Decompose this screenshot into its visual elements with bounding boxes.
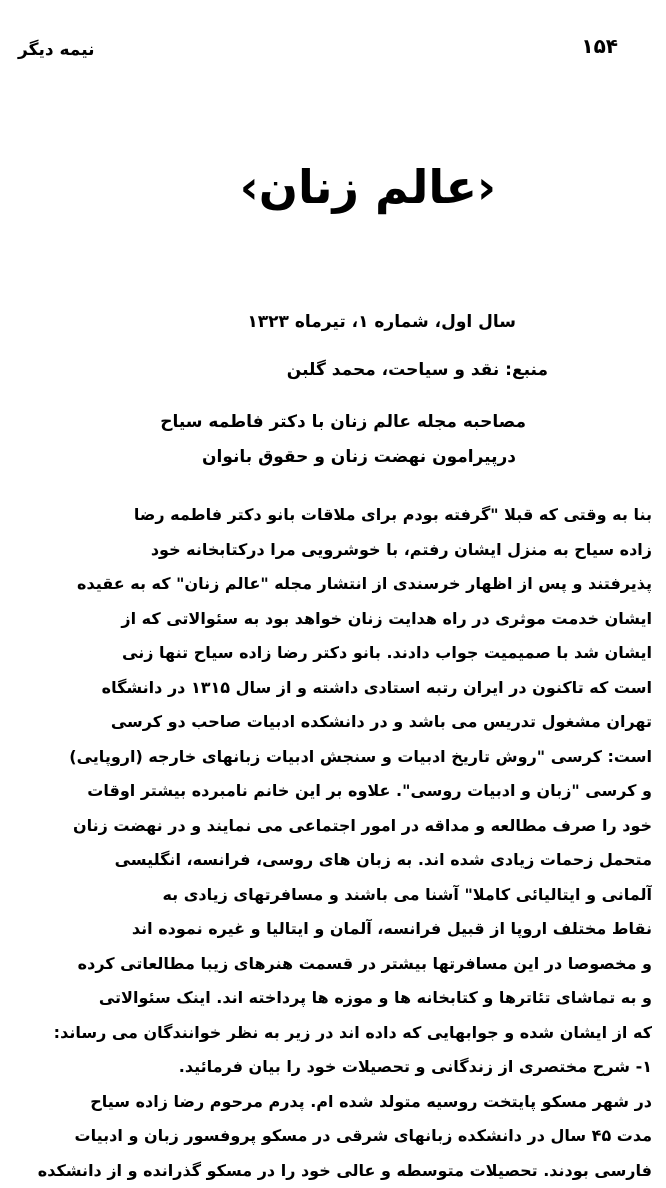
body-line: زاده سیاح به منزل ایشان رفتم، با خوشرویی مرا درکتابخانه خود <box>12 533 652 568</box>
body-line: و مخصوصا در این مسافرتها بیشتر در قسمت هنرهای زیبا مطالعاتی کرده <box>12 947 652 982</box>
body-line: ایشان شد با صمیمیت جواب دادند. بانو دکتر رضا زاده سیاح تنها زنی <box>12 636 652 671</box>
body-line: فارسی بودند. تحصیلات متوسطه و عالی خود را در مسکو گذرانده و از دانشکده <box>12 1154 652 1188</box>
page-number: ۱۵۴ <box>581 34 618 58</box>
article-body <box>12 498 652 1188</box>
body-line: در شهر مسکو پایتخت روسیه متولد شده ام. پدرم مرحوم رضا زاده سیاح <box>12 1085 652 1120</box>
body-line: آلمانی و ایتالیائی کاملا" آشنا می باشند و مسافرتهای زیادی به <box>12 878 652 913</box>
body-line: خود را صرف مطالعه و مداقه در امور اجتماعی می نمایند و در نهضت زنان <box>12 809 652 844</box>
body-line: مدت ۴۵ سال در دانشکده زبانهای شرقی در مسکو پروفسور زبان و ادبیات <box>12 1119 652 1154</box>
source-line: منبع: نقد و سیاحت، محمد گلبن <box>287 360 548 380</box>
body-line: است که تاکنون در ایران رتبه استادی داشته و از سال ۱۳۱۵ در دانشگاه <box>12 671 652 706</box>
body-line: بنا به وقتی که قبلا "گرفته بودم برای ملاقات بانو دکتر فاطمه رضا <box>12 498 652 533</box>
body-line: و کرسی "زبان و ادبیات روسی". علاوه بر این خانم نامبرده بیشتر اوقات <box>12 774 652 809</box>
article-title: ‹عالم زنان› <box>240 160 496 214</box>
issue-line: سال اول، شماره ۱، تیرماه ۱۳۲۳ <box>247 312 516 332</box>
body-line: نقاط مختلف اروپا از قبیل فرانسه، آلمان و ایتالیا و غیره نموده اند <box>12 912 652 947</box>
body-line: است: کرسی "روش تاریخ ادبیات و سنجش ادبیات زبانهای خارجه (اروپایی) <box>12 740 652 775</box>
body-line: و به تماشای تئاترها و کتابخانه ها و موزه ها پرداخته اند. اینک سئوالاتی <box>12 981 652 1016</box>
body-line: متحمل زحمات زیادی شده اند. به زبان های روسی، فرانسه، انگلیسی <box>12 843 652 878</box>
body-line: تهران مشغول تدریس می باشد و در دانشکده ادبیات صاحب دو کرسی <box>12 705 652 740</box>
running-title: نیمه دیگر <box>18 40 95 60</box>
question-heading: ۱- شرح مختصری از زندگانی و تحصیلات خود را بیان فرمائید. <box>12 1050 652 1085</box>
subtitle-line-2: درپیرامون نهضت زنان و حقوق بانوان <box>202 447 516 467</box>
body-line: که از ایشان شده و جوابهایی که داده اند در زیر به نظر خوانندگان می رساند: <box>12 1016 652 1051</box>
body-line: پذیرفتند و پس از اظهار خرسندی از انتشار مجله "عالم زنان" که به عقیده <box>12 567 652 602</box>
body-line: ایشان خدمت موثری در راه هدایت زنان خواهد بود به سئوالاتی که از <box>12 602 652 637</box>
subtitle-line-1: مصاحبه مجله عالم زنان با دکتر فاطمه سیاح <box>160 412 526 432</box>
